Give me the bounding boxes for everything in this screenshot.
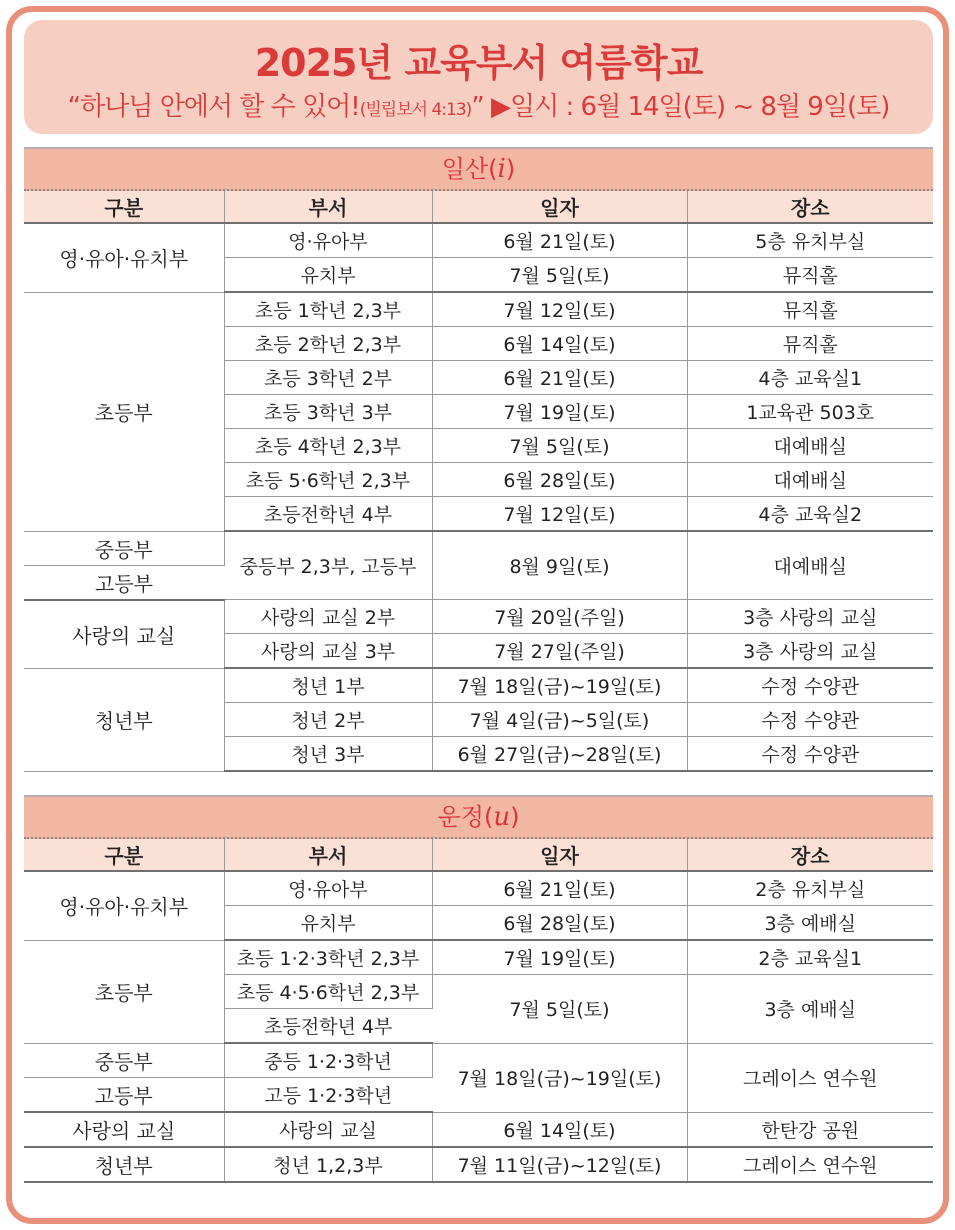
subtitle-close-quote: ” bbox=[471, 92, 484, 122]
department-cell: 초등 1학년 2,3부 bbox=[224, 292, 432, 327]
section-ilsan-name: 일산 bbox=[441, 155, 489, 183]
place-cell: 대예배실 bbox=[687, 429, 933, 463]
poster-title: 2025년 교육부서 여름학교 bbox=[254, 41, 703, 85]
department-cell: 청년 2부 bbox=[224, 703, 432, 737]
department-cell: 청년 1부 bbox=[224, 668, 432, 703]
table-row bbox=[24, 531, 933, 565]
category-cell: 중등부 bbox=[24, 531, 224, 565]
subtitle-schedule: ▶일시 : 6월 14일(토) ~ 8월 9일(토) bbox=[483, 92, 890, 122]
department-cell: 초등 5·6학년 2,3부 bbox=[224, 463, 432, 497]
date-cell: 6월 21일(토) bbox=[432, 223, 687, 258]
place-cell: 4층 교육실2 bbox=[687, 497, 933, 532]
place-cell: 3층 예배실 bbox=[687, 906, 933, 941]
category-cell: 중등부 bbox=[24, 1043, 224, 1078]
date-cell: 7월 20일(주일) bbox=[432, 600, 687, 634]
table-row bbox=[24, 1147, 933, 1182]
place-cell: 3층 사랑의 교실 bbox=[687, 634, 933, 669]
date-cell: 6월 28일(토) bbox=[432, 463, 687, 497]
date-cell: 7월 11일(금)~12일(토) bbox=[432, 1147, 687, 1182]
column-header-place: 장소 bbox=[687, 191, 933, 223]
place-cell: 대예배실 bbox=[687, 531, 933, 600]
column-header-place: 장소 bbox=[687, 839, 933, 871]
section-unjeong bbox=[24, 795, 933, 1183]
section-ilsan-mark: i bbox=[497, 154, 506, 184]
department-cell: 초등 4학년 2,3부 bbox=[224, 429, 432, 463]
department-cell: 청년 1,2,3부 bbox=[224, 1147, 432, 1182]
department-cell: 초등 4·5·6학년 2,3부 bbox=[224, 975, 432, 1009]
category-cell: 초등부 bbox=[24, 292, 224, 531]
date-cell: 7월 12일(토) bbox=[432, 292, 687, 327]
place-cell: 4층 교육실1 bbox=[687, 361, 933, 395]
ilsan-table bbox=[24, 191, 933, 772]
section-unjeong-heading: 운정(u) bbox=[24, 795, 933, 839]
category-cell: 사랑의 교실 bbox=[24, 1112, 224, 1147]
unjeong-table bbox=[24, 839, 933, 1183]
date-cell: 6월 27일(금)~28일(토) bbox=[432, 737, 687, 772]
category-cell: 청년부 bbox=[24, 668, 224, 771]
place-cell: 1교육관 503호 bbox=[687, 395, 933, 429]
department-cell: 고등 1·2·3학년 bbox=[224, 1078, 432, 1113]
place-cell: 뮤직홀 bbox=[687, 327, 933, 361]
date-cell: 6월 21일(토) bbox=[432, 871, 687, 906]
column-header-category: 구분 bbox=[24, 839, 224, 871]
department-cell: 사랑의 교실 3부 bbox=[224, 634, 432, 669]
date-cell: 6월 14일(토) bbox=[432, 1112, 687, 1147]
place-cell: 그레이스 연수원 bbox=[687, 1043, 933, 1112]
category-cell: 사랑의 교실 bbox=[24, 600, 224, 669]
date-cell: 7월 12일(토) bbox=[432, 497, 687, 532]
date-cell: 7월 18일(금)~19일(토) bbox=[432, 668, 687, 703]
department-cell: 초등전학년 4부 bbox=[224, 497, 432, 532]
date-cell: 6월 28일(토) bbox=[432, 906, 687, 941]
unjeong-column-header-row bbox=[24, 839, 933, 871]
department-cell: 중등부 2,3부, 고등부 bbox=[224, 531, 432, 600]
department-cell: 초등 2학년 2,3부 bbox=[224, 327, 432, 361]
place-cell: 뮤직홀 bbox=[687, 292, 933, 327]
table-row bbox=[24, 940, 933, 975]
column-header-department: 부서 bbox=[224, 191, 432, 223]
column-header-department: 부서 bbox=[224, 839, 432, 871]
table-row bbox=[24, 668, 933, 703]
category-cell: 고등부 bbox=[24, 565, 224, 600]
department-cell: 유치부 bbox=[224, 258, 432, 293]
department-cell: 청년 3부 bbox=[224, 737, 432, 772]
table-row bbox=[24, 871, 933, 906]
date-cell: 7월 5일(토) bbox=[432, 975, 687, 1044]
table-row bbox=[24, 223, 933, 258]
place-cell: 수정 수양관 bbox=[687, 668, 933, 703]
department-cell: 영·유아부 bbox=[224, 223, 432, 258]
place-cell: 뮤직홀 bbox=[687, 258, 933, 293]
date-cell: 7월 18일(금)~19일(토) bbox=[432, 1043, 687, 1112]
category-cell: 청년부 bbox=[24, 1147, 224, 1182]
place-cell: 2층 교육실1 bbox=[687, 940, 933, 975]
section-unjeong-mark: u bbox=[493, 802, 511, 832]
poster-subtitle bbox=[24, 86, 933, 123]
place-cell: 수정 수양관 bbox=[687, 737, 933, 772]
date-cell: 6월 21일(토) bbox=[432, 361, 687, 395]
category-cell: 영·유아·유치부 bbox=[24, 871, 224, 940]
date-cell: 8월 9일(토) bbox=[432, 531, 687, 600]
table-row bbox=[24, 1043, 933, 1078]
department-cell: 영·유아부 bbox=[224, 871, 432, 906]
place-cell: 3층 사랑의 교실 bbox=[687, 600, 933, 634]
date-cell: 7월 4일(금)~5일(토) bbox=[432, 703, 687, 737]
place-cell: 3층 예배실 bbox=[687, 975, 933, 1044]
date-cell: 6월 14일(토) bbox=[432, 327, 687, 361]
ilsan-column-header-row bbox=[24, 191, 933, 223]
section-ilsan bbox=[24, 147, 933, 772]
place-cell: 5층 유치부실 bbox=[687, 223, 933, 258]
section-unjeong-name: 운정 bbox=[437, 803, 484, 831]
table-row bbox=[24, 600, 933, 634]
department-cell: 초등 3학년 3부 bbox=[224, 395, 432, 429]
category-cell: 고등부 bbox=[24, 1078, 224, 1113]
department-cell: 사랑의 교실 bbox=[224, 1112, 432, 1147]
place-cell: 한탄강 공원 bbox=[687, 1112, 933, 1147]
table-row bbox=[24, 1112, 933, 1147]
place-cell: 대예배실 bbox=[687, 463, 933, 497]
section-ilsan-heading: 일산(i) bbox=[24, 147, 933, 191]
column-header-date: 일자 bbox=[432, 191, 687, 223]
department-cell: 초등 1·2·3학년 2,3부 bbox=[224, 940, 432, 975]
place-cell: 그레이스 연수원 bbox=[687, 1147, 933, 1182]
category-cell: 초등부 bbox=[24, 940, 224, 1043]
date-cell: 7월 19일(토) bbox=[432, 395, 687, 429]
department-cell: 초등 3학년 2부 bbox=[224, 361, 432, 395]
subtitle-theme: “하나님 안에서 할 수 있어! bbox=[67, 92, 360, 122]
column-header-date: 일자 bbox=[432, 839, 687, 871]
column-header-category: 구분 bbox=[24, 191, 224, 223]
department-cell: 초등전학년 4부 bbox=[224, 1009, 432, 1044]
table-row bbox=[24, 292, 933, 327]
date-cell: 7월 5일(토) bbox=[432, 258, 687, 293]
place-cell: 2층 유치부실 bbox=[687, 871, 933, 906]
date-cell: 7월 19일(토) bbox=[432, 940, 687, 975]
subtitle-reference: (빌립보서 4:13) bbox=[359, 100, 472, 120]
place-cell: 수정 수양관 bbox=[687, 703, 933, 737]
category-cell: 영·유아·유치부 bbox=[24, 223, 224, 292]
date-cell: 7월 27일(주일) bbox=[432, 634, 687, 669]
department-cell: 사랑의 교실 2부 bbox=[224, 600, 432, 634]
date-cell: 7월 5일(토) bbox=[432, 429, 687, 463]
department-cell: 중등 1·2·3학년 bbox=[224, 1043, 432, 1078]
poster-header bbox=[24, 20, 933, 134]
department-cell: 유치부 bbox=[224, 906, 432, 941]
